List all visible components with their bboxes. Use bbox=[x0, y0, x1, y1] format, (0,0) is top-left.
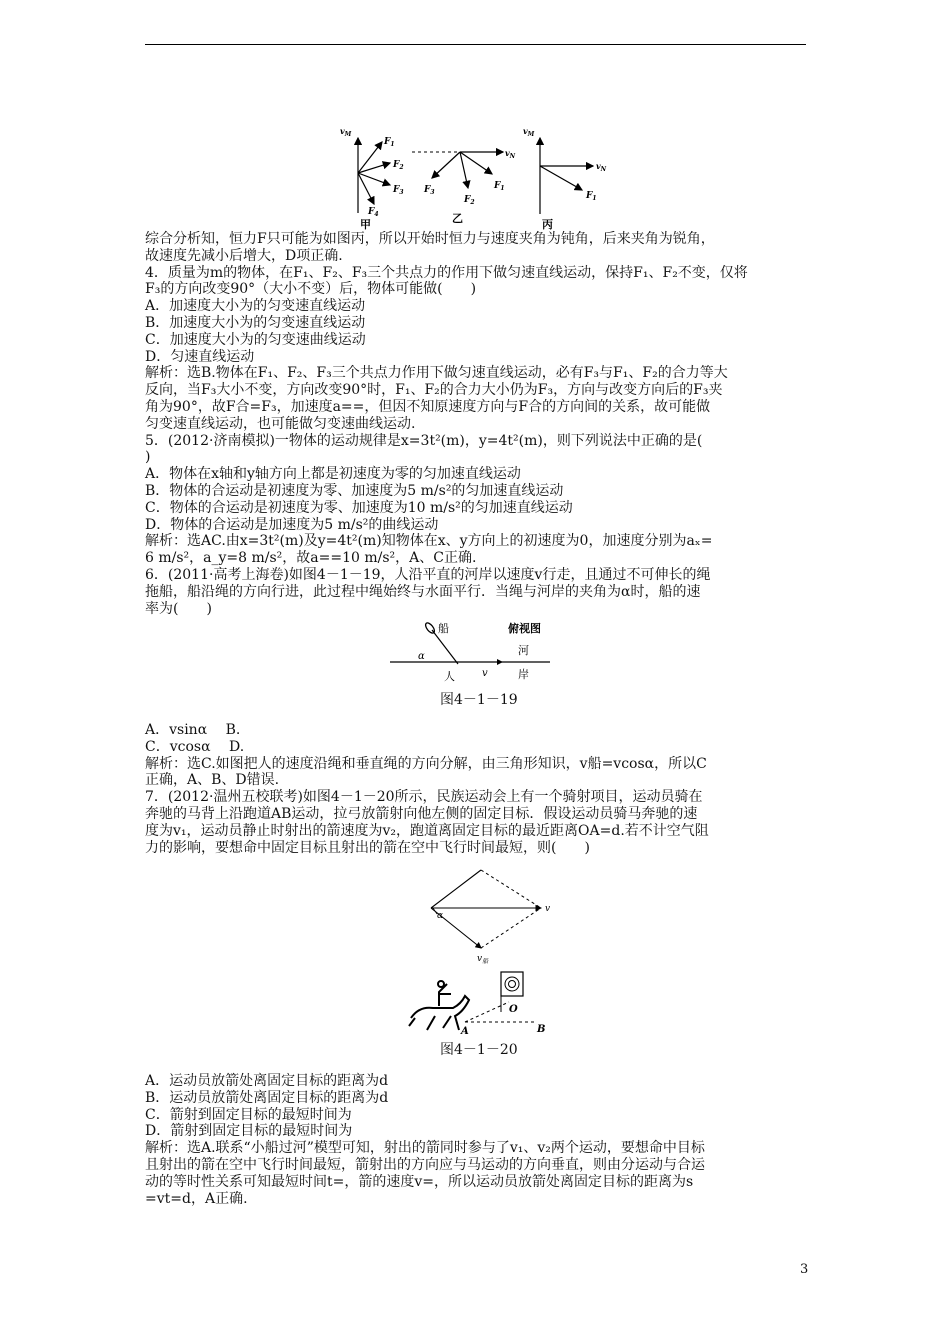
svg-text:B: B bbox=[537, 1024, 546, 1035]
figure-caption-4-1-20: 图4－1－20 bbox=[440, 1042, 518, 1058]
svg-text:vN: $v_N$ bbox=[505, 148, 516, 160]
svg-text:F2: $F_2$ bbox=[393, 160, 404, 171]
page-number: 3 bbox=[800, 1262, 809, 1277]
text-line: 5．(2012·济南模拟)一物体的运动规律是x=3t²(m)，y=4t²(m)，则下列说法中正确的是( bbox=[145, 432, 703, 449]
text-line: 度为v₁，运动员静止时射出的箭速度为v₂，跑道离固定目标的最近距离OA=d.若不计空气阻 bbox=[145, 822, 709, 839]
text-line: 解析：选C.如图把人的速度沿绳和垂直绳的方向分解，由三角形知识，v船=vcosα，所以C bbox=[145, 755, 707, 772]
figure-caption-4-1-19: 图4－1－19 bbox=[440, 692, 518, 708]
label-bing: 丙 bbox=[542, 218, 553, 230]
diagram-jia bbox=[340, 126, 404, 230]
text-line: 率为( ) bbox=[145, 600, 212, 617]
text-line: 动的等时性关系可知最短时间t=，箭的速度v=，所以运动员放箭处离固定目标的距离为s bbox=[145, 1173, 694, 1190]
text-line: C．物体的合运动是初速度为零、加速度为10 m/s²的匀加速直线运动 bbox=[145, 499, 573, 516]
text-line: B．物体的合运动是初速度为零、加速度为5 m/s²的匀加速直线运动 bbox=[145, 483, 564, 499]
svg-text:人: 人 bbox=[444, 670, 455, 683]
svg-text:v: v bbox=[545, 904, 551, 914]
label-yi: 乙 bbox=[452, 212, 463, 225]
svg-text:F3: $F_3$ bbox=[393, 185, 404, 196]
horse-rider-illustration bbox=[409, 981, 469, 1030]
text-line: F₃的方向改变90°（大小不变）后，物体可能做( ) bbox=[145, 281, 477, 298]
text-line: 6．(2011·高考上海卷)如图4－1－19，人沿平直的河岸以速度v行走，且通过不可伸长的绳 bbox=[145, 567, 711, 583]
svg-text:F4: $F_4$ bbox=[368, 207, 379, 218]
text-line: 解析：选B.物体在F₁、F₂、F₃三个共点力作用下做匀速直线运动，必有F₃与F₁、F₂的合力等大 bbox=[145, 365, 728, 382]
svg-text:v: v bbox=[482, 668, 488, 679]
text-line: B．加速度大小为的匀变速直线运动 bbox=[145, 315, 366, 331]
text-line: C．vcosα D. bbox=[145, 738, 245, 755]
svg-text:F1: $F_1$ bbox=[384, 137, 395, 148]
svg-text:vM: $v_M$ bbox=[523, 126, 535, 138]
svg-text:α: α bbox=[418, 651, 425, 662]
header-rule bbox=[145, 44, 806, 45]
text-line: 匀变速直线运动，也可能做匀变速曲线运动. bbox=[145, 415, 416, 432]
text-line: 7．(2012·温州五校联考)如图4－1－20所示，民族运动会上有一个骑射项目，运动员骑在 bbox=[145, 789, 703, 806]
text-line: A．运动员放箭处离固定目标的距离为d bbox=[145, 1073, 389, 1089]
text-line: A．vsinα B. bbox=[145, 722, 241, 738]
text-line: 角为90°，故F合=F₃，加速度a==，但因不知原速度方向与F合的方向间的关系，故可能做 bbox=[145, 399, 711, 415]
text-line: 奔驰的马背上沿跑道AB运动，拉弓放箭射向他左侧的固定目标．假设运动员骑马奔驰的速 bbox=[145, 806, 698, 822]
archery-figure bbox=[405, 868, 565, 1040]
text-line: 6 m/s²，a_y=8 m/s²，故a==10 m/s²，A、C正确. bbox=[145, 550, 477, 567]
text-line: 故速度先减小后增大，D项正确. bbox=[145, 247, 343, 264]
text-line: C．箭射到固定目标的最短时间为 bbox=[145, 1106, 352, 1123]
text-line: 4．质量为m的物体，在F₁、F₂、F₃三个共点力的作用下做匀速直线运动，保持F₁、F₂不变，仅将 bbox=[145, 264, 748, 281]
boat-river-figure bbox=[390, 618, 560, 690]
svg-text:岸: 岸 bbox=[518, 668, 529, 681]
svg-text:α: α bbox=[437, 911, 444, 921]
text-line: 解析：选AC.由x=3t²(m)及y=4t²(m)知物体在x、y方向上的初速度为0，加速度分别为aₓ= bbox=[145, 533, 713, 550]
svg-text:俯视图: 俯视图 bbox=[508, 622, 541, 635]
text-line: 综合分析知，恒力F只可能为如图丙，所以开始时恒力与速度夹角为钝角，后来夹角为锐角， bbox=[145, 231, 715, 247]
svg-text:A: A bbox=[461, 1026, 469, 1037]
svg-text:vM: $v_M$ bbox=[340, 126, 352, 138]
text-line: 正确，A、B、D错误. bbox=[145, 772, 280, 789]
diagram-bing bbox=[523, 126, 607, 230]
text-line: A．加速度大小为的匀变速直线运动 bbox=[145, 298, 366, 315]
text-line: 反向，当F₃大小不变，方向改变90°时，F₁、F₂的合力大小仍为F₃，方向与改变方向后的F₃夹 bbox=[145, 382, 723, 399]
svg-text:O: O bbox=[509, 1004, 518, 1015]
text-line: 力的影响，要想命中固定目标且射出的箭在空中飞行时间最短，则( ) bbox=[145, 839, 590, 856]
svg-text:F1: $F_1$ bbox=[494, 181, 505, 192]
svg-text:vN: $v_N$ bbox=[596, 161, 607, 173]
text-line: D．物体的合运动是加速度为5 m/s²的曲线运动 bbox=[145, 516, 439, 533]
text-line: =vt=d，A正确. bbox=[145, 1190, 248, 1207]
svg-text:F3: $F_3$ bbox=[424, 185, 435, 196]
svg-text:F1: $F_1$ bbox=[586, 191, 597, 202]
text-line: A．物体在x轴和y轴方向上都是初速度为零的匀加速直线运动 bbox=[145, 466, 521, 483]
text-line: 拖船，船沿绳的方向行进，此过程中绳始终与水面平行．当绳与河岸的夹角为α时，船的速 bbox=[145, 583, 701, 600]
text-line: D．箭射到固定目标的最短时间为 bbox=[145, 1123, 353, 1140]
svg-text:河: 河 bbox=[518, 644, 529, 657]
label-jia: 甲 bbox=[360, 218, 371, 230]
text-line: D．匀速直线运动 bbox=[145, 348, 255, 365]
text-line: C．加速度大小为的匀变速曲线运动 bbox=[145, 331, 366, 348]
text-line: ) bbox=[145, 449, 151, 466]
force-diagram-figure bbox=[340, 118, 630, 230]
text-line: 解析：选A.联系“小船过河”模型可知，射出的箭同时参与了v₁、v₂两个运动，要想命中目标 bbox=[145, 1140, 705, 1157]
text-line: 且射出的箭在空中飞行时间最短，箭射出的方向应与马运动的方向垂直，则由分运动与合运 bbox=[145, 1157, 705, 1173]
text-line: B．运动员放箭处离固定目标的距离为d bbox=[145, 1089, 389, 1106]
svg-text:v船: $v_船$ bbox=[477, 954, 489, 965]
svg-text:F2: $F_2$ bbox=[464, 195, 475, 206]
diagram-yi bbox=[412, 148, 516, 225]
svg-text:船: 船 bbox=[438, 622, 449, 635]
